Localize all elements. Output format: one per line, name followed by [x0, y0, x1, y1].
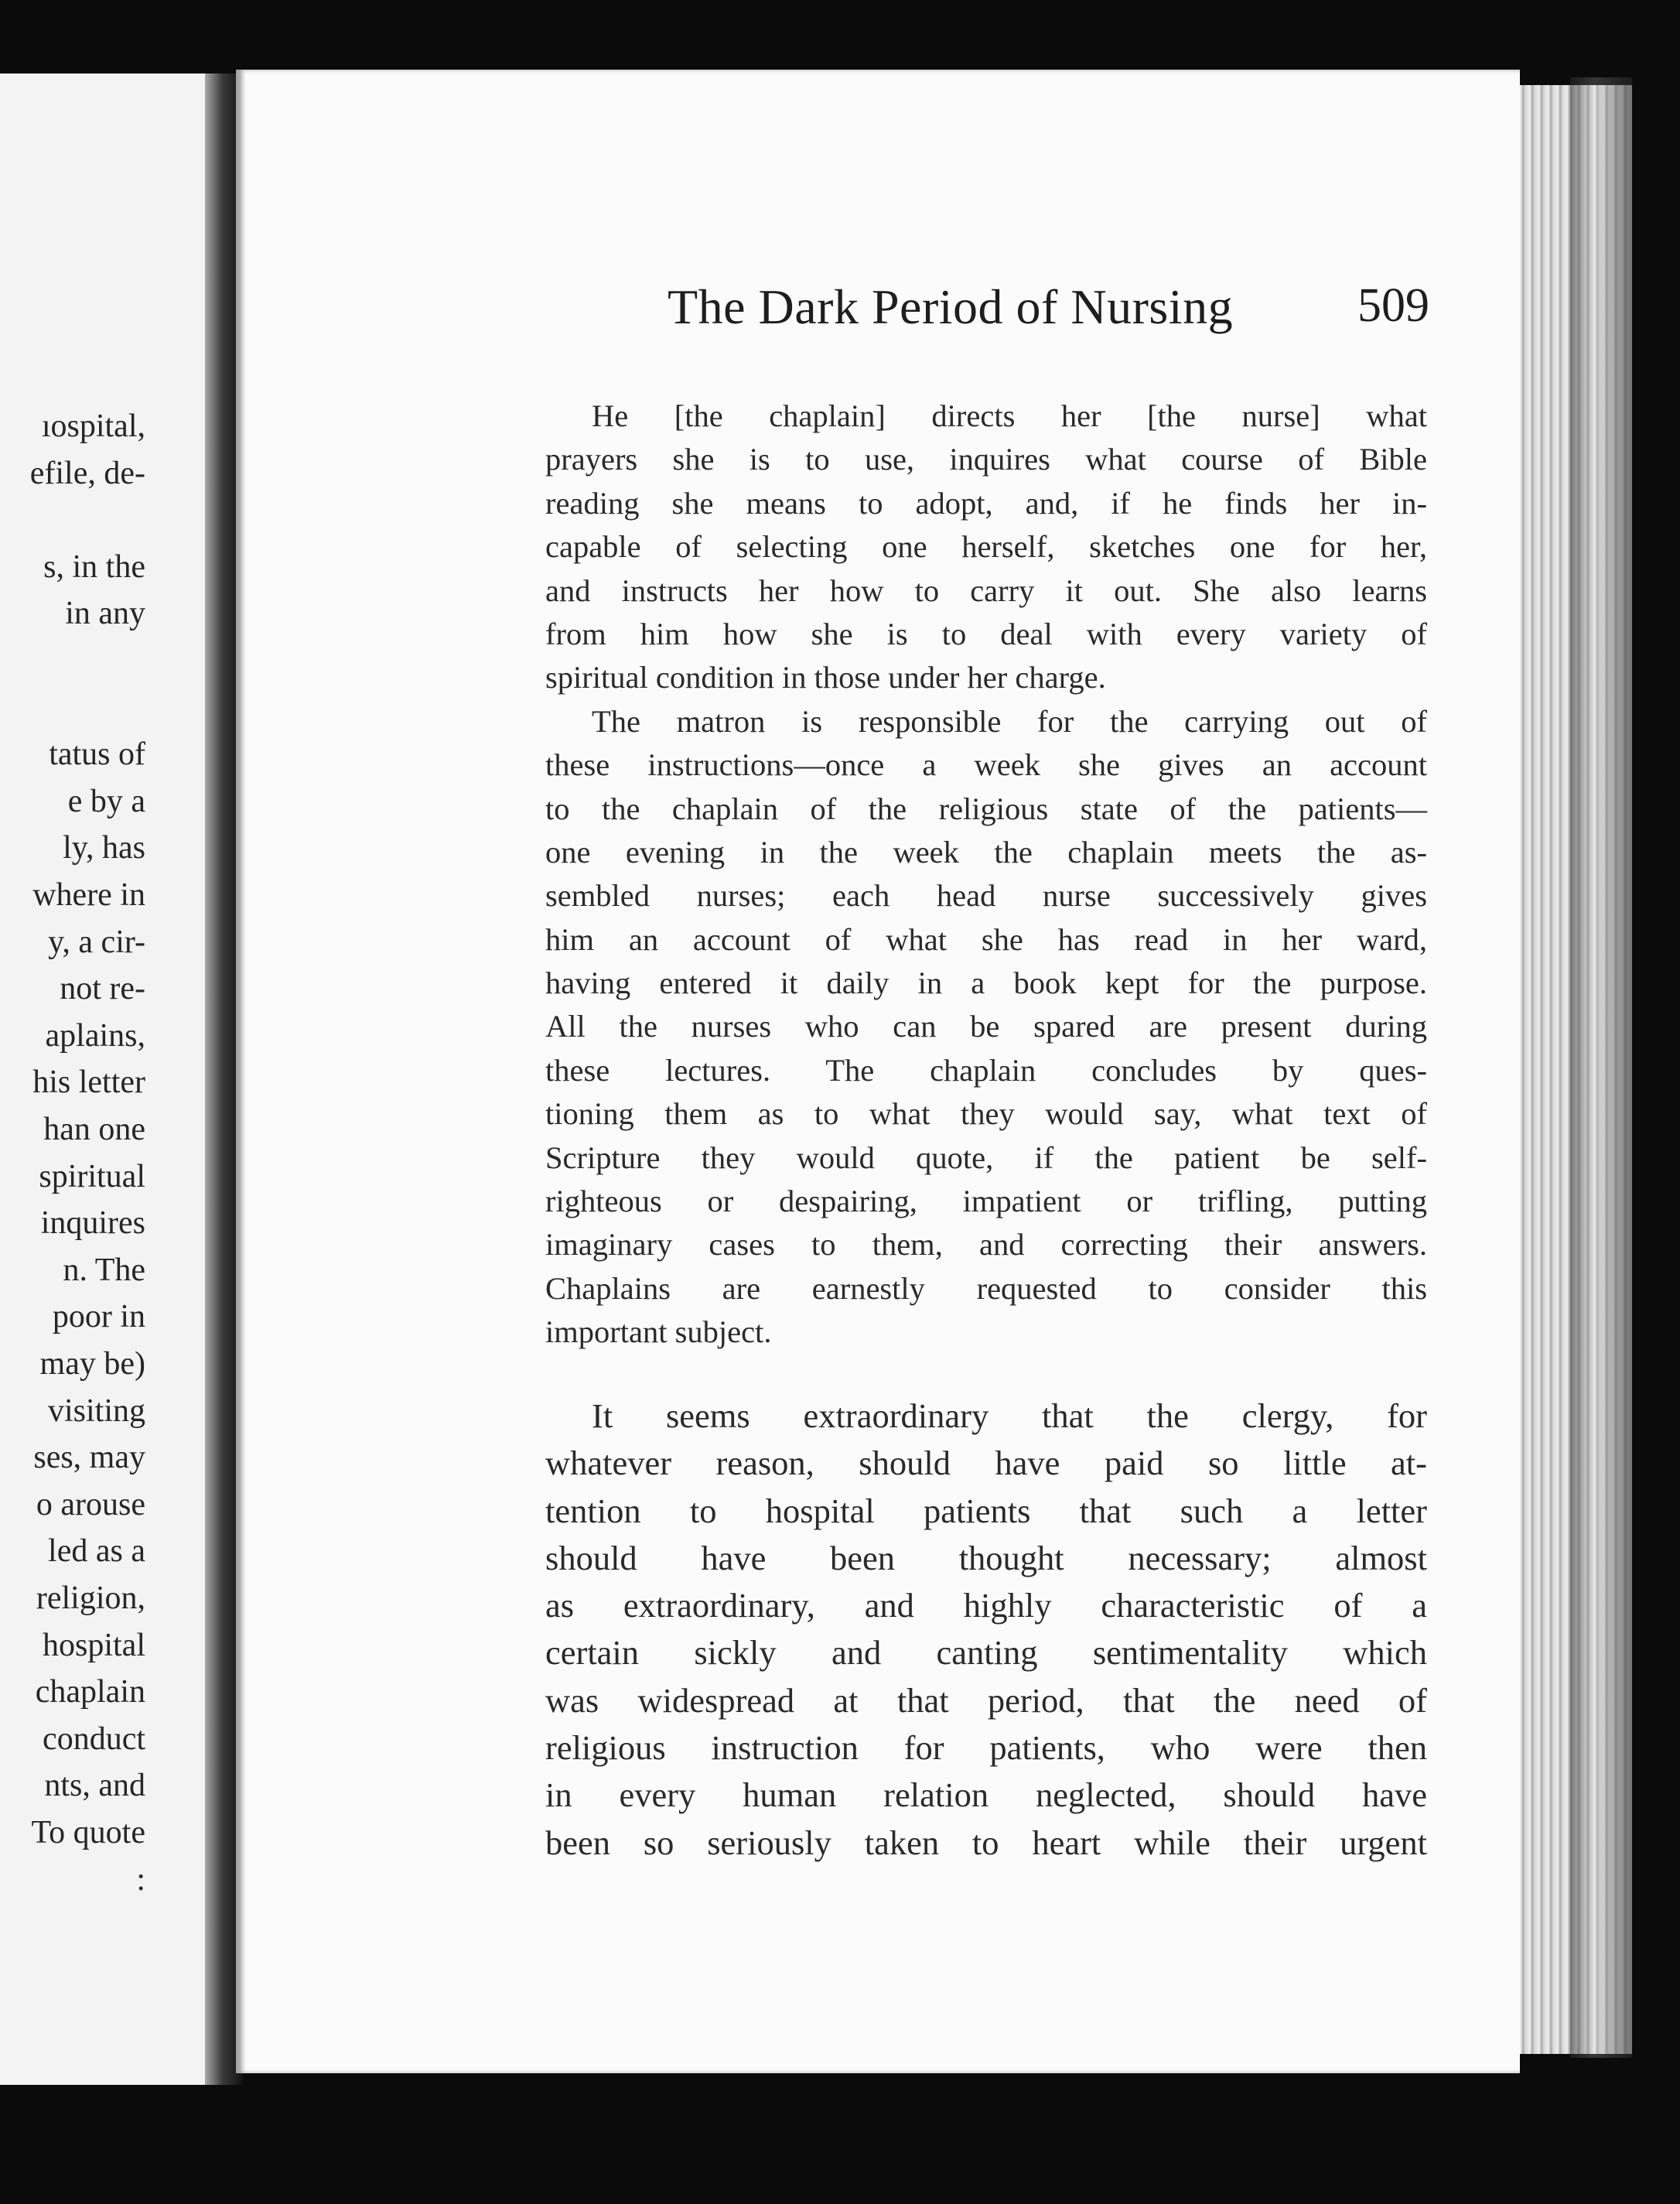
body-paragraph [545, 1392, 1427, 1867]
quote-line: spiritual condition in those under her charge. [545, 660, 1106, 695]
facing-page-line: nts, and [44, 1768, 145, 1804]
quote-line: prayers she is to use, inquires what course of Bible [545, 442, 1427, 477]
facing-page-line: not re- [60, 971, 145, 1007]
quote-line: The matron is responsible for the carrying out of [592, 703, 1427, 739]
facing-page-line: o arouse [36, 1486, 145, 1522]
facing-page-line: spiritual [39, 1158, 145, 1194]
running-title: The Dark Period of Nursing [668, 279, 1234, 334]
body-line: certain sickly and canting sentimentality which [545, 1633, 1427, 1673]
body-line: was widespread at that period, that the need of [545, 1680, 1427, 1720]
page-number: 509 [1357, 279, 1429, 332]
quote-paragraph [545, 700, 1427, 1355]
body-line: tention to hospital patients that such a letter [545, 1491, 1427, 1530]
quote-line: capable of selecting one herself, sketches one for her, [545, 529, 1427, 565]
quote-line: reading she means to adopt, and, if he finds her in- [545, 485, 1427, 521]
facing-page-line: conduct [43, 1720, 145, 1757]
facing-page-line: ses, may [33, 1440, 145, 1476]
facing-page-line: led as a [48, 1533, 145, 1570]
facing-page-line: may be) [39, 1346, 145, 1382]
quote-line: from him how she is to deal with every variety of [545, 616, 1427, 651]
body-line: religious instruction for patients, who were then [545, 1728, 1427, 1768]
body-line: It seems extraordinary that the clergy, for [592, 1396, 1427, 1435]
quote-line: one evening in the week the chaplain meets the as- [545, 834, 1427, 870]
quote-line: these instructions—once a week she gives an account [545, 747, 1427, 783]
quote-line: imaginary cases to them, and correcting their answers. [545, 1227, 1427, 1263]
facing-page-line: his letter [32, 1064, 145, 1101]
quote-line: him an account of what she has read in her ward, [545, 921, 1427, 957]
body-line: been so seriously taken to heart while their urgent [545, 1823, 1427, 1862]
facing-page-line: inquires [40, 1205, 145, 1242]
running-head [236, 278, 1427, 348]
body-line: in every human relation neglected, should have [545, 1775, 1427, 1815]
facing-page-line: poor in [52, 1299, 145, 1335]
facing-page-line: n. The [63, 1252, 145, 1288]
facing-page-line: y, a cir- [48, 924, 145, 960]
facing-page-line: visiting [47, 1392, 145, 1429]
facing-page-line: e by a [67, 783, 145, 819]
quote-line: these lectures. The chaplain concludes by ques- [545, 1052, 1427, 1088]
quote-line: sembled nurses; each head nurse successively gives [545, 878, 1427, 914]
facing-page-line: ly, has [63, 830, 145, 866]
quote-line: Chaplains are earnestly requested to consider this [545, 1270, 1427, 1306]
facing-page-line: : [136, 1861, 145, 1898]
quote-line: All the nurses who can be spared are present during [545, 1009, 1427, 1044]
body-line: should have been thought necessary; almost [545, 1538, 1427, 1577]
quote-line: and instructs her how to carry it out. She also learns [545, 572, 1427, 608]
facing-page-line: s, in the [43, 548, 145, 585]
facing-page-line: religion, [36, 1580, 145, 1616]
quote-line: He [the chaplain] directs her [the nurse] what [592, 398, 1427, 433]
quote-line: important subject. [545, 1314, 772, 1350]
facing-page-line: efile, de- [29, 455, 145, 491]
facing-page-line: To quote [31, 1815, 145, 1850]
quote-line: having entered it daily in a book kept for the purpose. [545, 965, 1427, 1001]
quote-line: righteous or despairing, impatient or trifling, putting [545, 1184, 1427, 1219]
facing-page-line: ıospital, [41, 408, 145, 444]
page-edge-shadow [1570, 77, 1632, 2058]
facing-page-line: tatus of [49, 736, 145, 773]
body-line: as extraordinary, and highly characteristic of a [545, 1586, 1427, 1625]
quote-line: tioning them as to what they would say, what text of [545, 1096, 1427, 1132]
facing-page-line: aplains, [45, 1017, 145, 1054]
facing-page-line: chaplain [35, 1674, 145, 1710]
facing-page-line: han one [43, 1112, 145, 1147]
facing-page-line: in any [65, 596, 145, 632]
body-line: whatever reason, should have paid so little at- [545, 1444, 1427, 1483]
facing-page-line: where in [32, 877, 145, 913]
quote-line: to the chaplain of the religious state of the patients— [545, 791, 1427, 826]
facing-page [0, 73, 205, 2085]
main-page [236, 70, 1520, 2073]
quote-line: Scripture they would quote, if the patient be self- [545, 1140, 1427, 1175]
quote-paragraph [545, 395, 1427, 700]
block-quote [545, 395, 1427, 1355]
facing-page-line: hospital [43, 1627, 145, 1663]
